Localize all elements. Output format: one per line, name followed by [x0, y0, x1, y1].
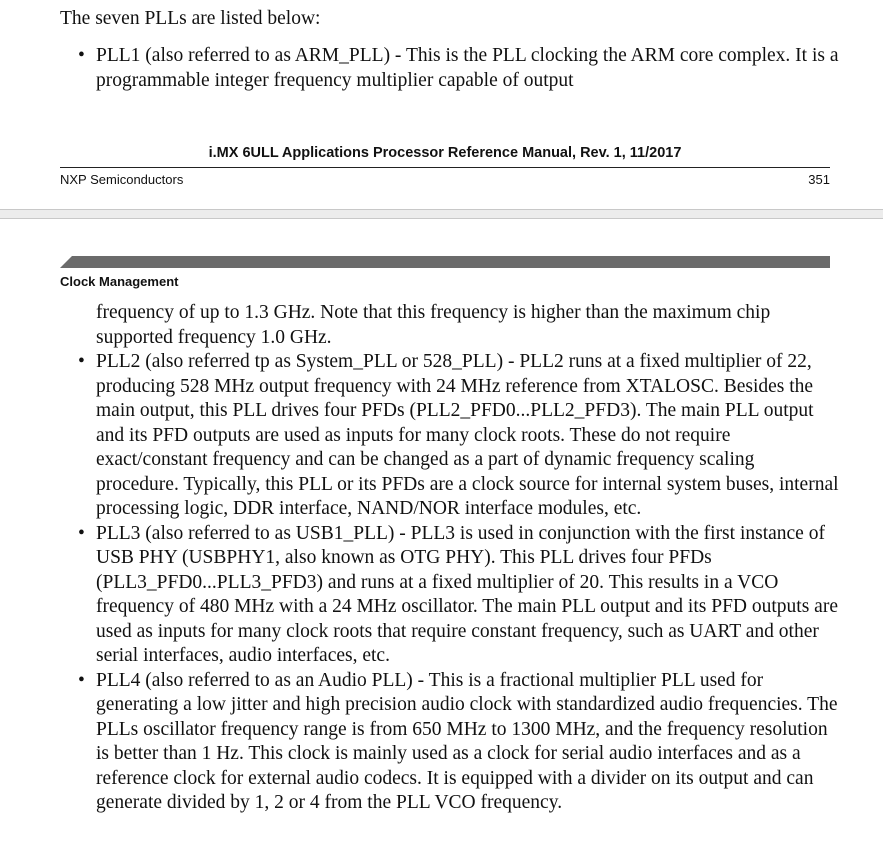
header-bar-shape [60, 256, 830, 268]
list-item-pll3 [60, 522, 840, 669]
pll1-continued-text: frequency of up to 1.3 GHz. Note that this frequency is higher than the maximum chip supported frequency 1.0 GHz. [96, 302, 771, 348]
intro-paragraph: The seven PLLs are listed below: [60, 8, 321, 29]
bullet-icon: • [78, 522, 85, 544]
list-item-text: PLL3 (also referred to as USB1_PLL) - PLL3 is used in conjunction with the first instance of USB PHY (USBPHY1, also known as OTG PHY). This PLL drives four PFDs (PLL3_PFD0...PLL3_PFD3) and runs at a fixed multiplier of 20. This results in a VCO frequency of 480 MHz with a 24 MHz oscillator. The main PLL output and its PFD outputs are used as inputs for many clock roots that require constant frequency, such as UART and other serial interfaces, audio interfaces, etc. [96, 522, 838, 666]
bullet-list [60, 350, 840, 816]
bullet-list [60, 44, 840, 93]
footer-page-number: 351 [808, 172, 830, 187]
list-item-pll4 [60, 669, 840, 816]
section-header-label: Clock Management [60, 274, 179, 289]
footer-divider [60, 167, 830, 168]
section-header-bar [60, 256, 830, 268]
list-item-text: PLL1 (also referred to as ARM_PLL) - This is the PLL clocking the ARM core complex. It is a programmable integer frequency multiplier capable of output [96, 45, 839, 91]
page-gap [0, 210, 883, 218]
bullet-icon: • [78, 351, 85, 372]
bullet-icon: • [78, 669, 85, 691]
bullet-icon: • [78, 45, 85, 66]
footer-company: NXP Semiconductors [60, 172, 184, 187]
list-item-text: PLL2 (also referred tp as System_PLL or 528_PLL) - PLL2 runs at a fixed multiplier of 22, producing 528 MHz output frequency with 24 MHz reference from XTALOSC. Besides the main output, this PLL drives four PFDs (PLL2_PFD0...PLL2_PFD3). The main PLL output and its PFD outputs are used as inputs for many clock roots. These do not require exact/constant frequency and can be changed as a part of dynamic frequency scaling procedure. Typically, this PLL or its PFDs are a clock source for internal system buses, internal processing logic, DDR interface, NAND/NOR interface modules, etc. [96, 351, 839, 519]
list-item-text: PLL4 (also referred to as an Audio PLL) - This is a fractional multiplier PLL used for generating a low jitter and high precision audio clock with standardized audio frequencies. The PLLs oscillator frequency range is from 650 MHz to 1300 MHz, and the frequency resolution is better than 1 Hz. This clock is mainly used as a clock for serial audio interfaces and as a reference clock for external audio codecs. It is equipped with a divider on its output and can generate divided by 1, 2 or 4 from the PLL VCO frequency. [96, 669, 838, 813]
list-item-pll1 [60, 44, 840, 93]
page-gap-bottom-edge [0, 218, 883, 219]
footer-document-title: i.MX 6ULL Applications Processor Reference Manual, Rev. 1, 11/2017 [208, 145, 682, 161]
pll-list-page2 [60, 350, 840, 816]
pll-list-page1 [60, 44, 840, 93]
list-item-pll2 [60, 350, 840, 522]
